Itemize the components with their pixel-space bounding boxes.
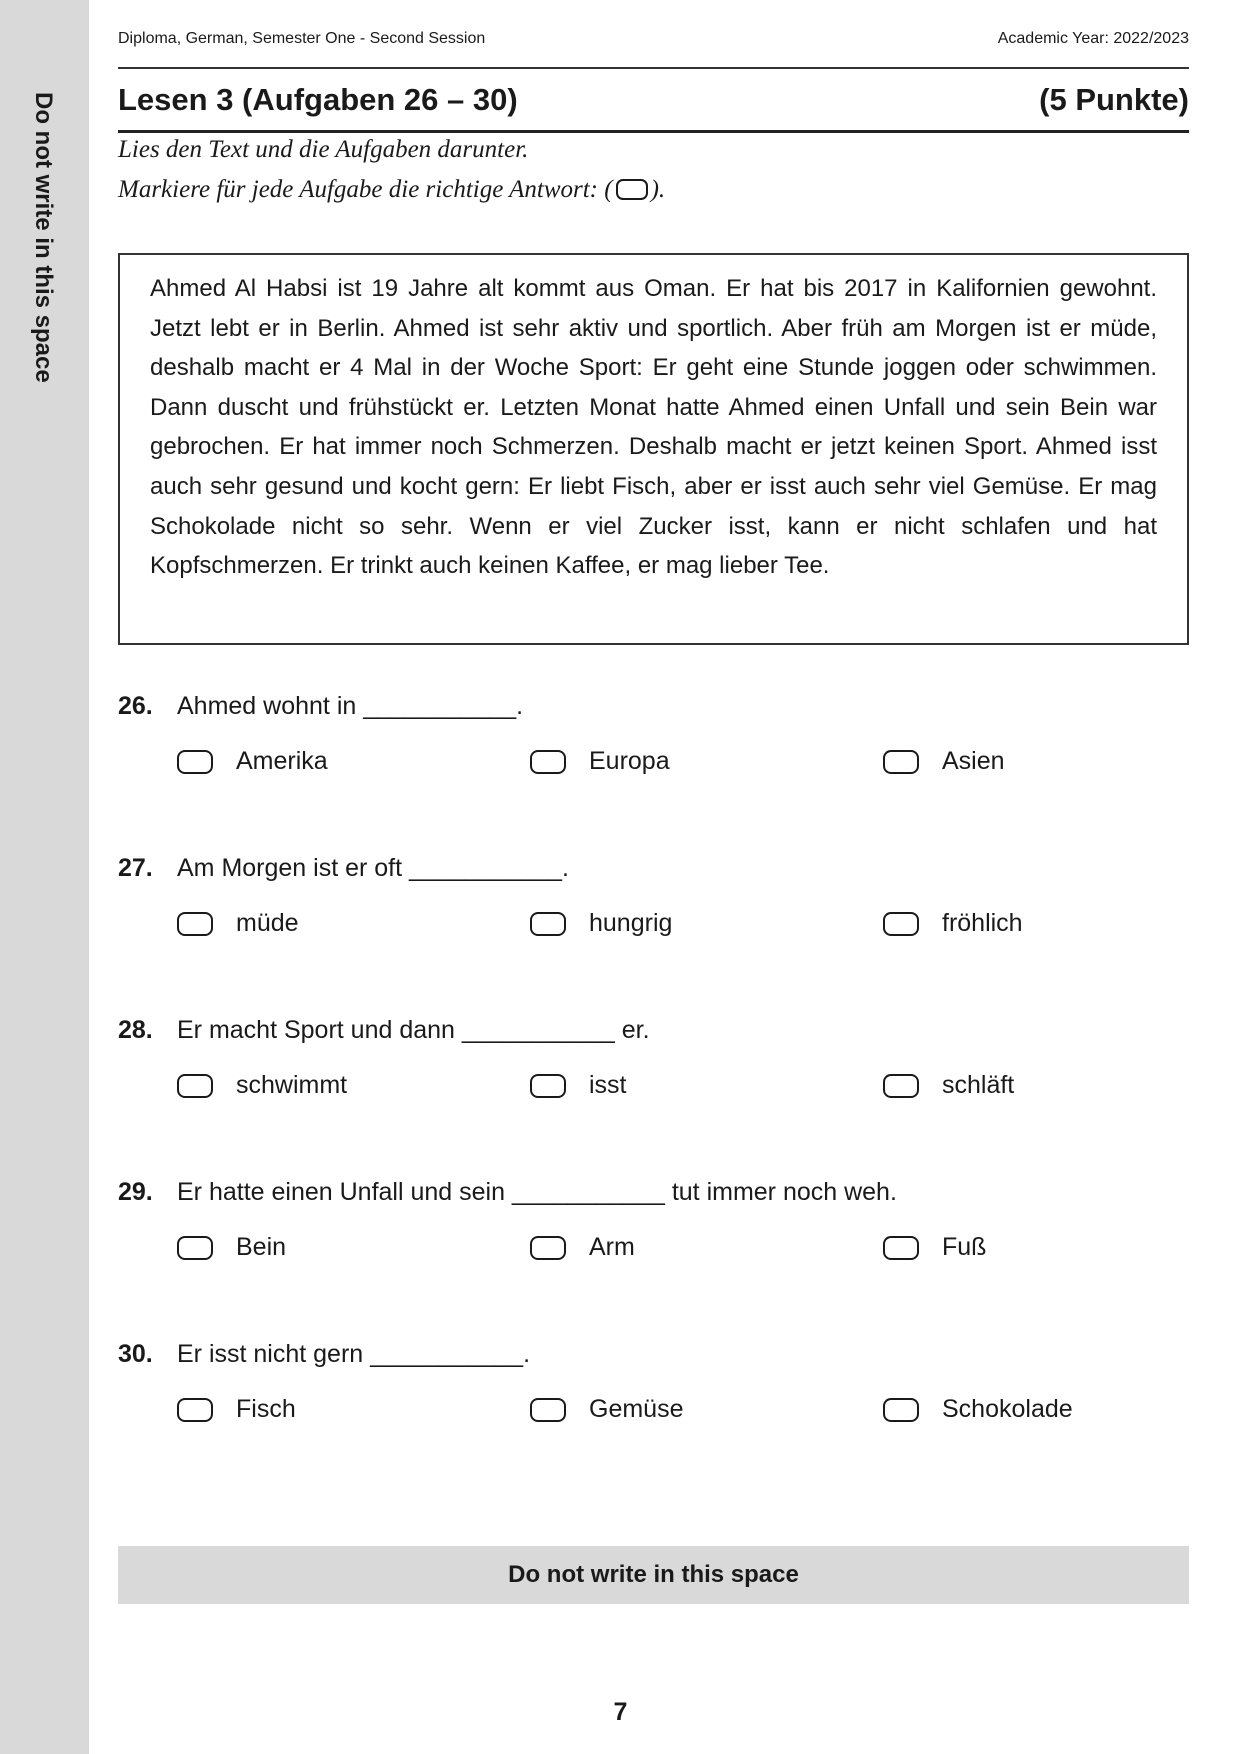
answer-checkbox[interactable]: [530, 1074, 566, 1098]
answer-checkbox[interactable]: [530, 1236, 566, 1260]
question-27: [118, 854, 1189, 964]
option-label: schwimmt: [236, 1071, 348, 1099]
answer-option[interactable]: [177, 747, 328, 776]
option-label: Amerika: [236, 747, 328, 775]
answer-checkbox[interactable]: [883, 750, 919, 774]
option-label: schläft: [942, 1071, 1015, 1099]
footer-notice-bar: [118, 1546, 1189, 1604]
option-label: Schokolade: [942, 1395, 1073, 1423]
page-number: 7: [613, 1698, 628, 1726]
option-label: Fuß: [942, 1233, 987, 1261]
question-text: Er hatte einen Unfall und sein ___________ tut immer noch weh.: [177, 1178, 897, 1206]
reading-text-box: [118, 253, 1189, 645]
question-number: 29.: [118, 1178, 153, 1206]
answer-option[interactable]: [883, 747, 1005, 776]
answer-option[interactable]: [883, 909, 1023, 938]
instruction-line-1: Lies den Text und die Aufgaben darunter.: [118, 136, 529, 163]
answer-option[interactable]: [530, 1395, 683, 1424]
side-margin-notice: Do not write in this space: [30, 92, 57, 383]
answer-checkbox[interactable]: [883, 912, 919, 936]
instruction-text-before: Markiere für jede Aufgabe die richtige Antwort: (: [118, 176, 613, 203]
answer-checkbox[interactable]: [177, 1236, 213, 1260]
answer-option[interactable]: [530, 1071, 627, 1100]
side-margin-strip: [0, 0, 89, 1754]
answer-option[interactable]: [530, 747, 670, 776]
option-label: müde: [236, 909, 299, 937]
answer-option[interactable]: [530, 909, 672, 938]
answer-checkbox[interactable]: [883, 1398, 919, 1422]
section-title: Lesen 3 (Aufgaben 26 – 30): [118, 82, 518, 117]
question-number: 28.: [118, 1016, 153, 1044]
answer-checkbox[interactable]: [530, 750, 566, 774]
question-26: [118, 692, 1189, 802]
question-text: Er macht Sport und dann ___________ er.: [177, 1016, 650, 1044]
question-text: Er isst nicht gern ___________.: [177, 1340, 531, 1368]
question-29: [118, 1178, 1189, 1288]
option-label: Asien: [942, 747, 1005, 775]
option-label: hungrig: [589, 909, 673, 937]
instruction-text-after: ).: [650, 176, 666, 203]
title-divider: [118, 130, 1189, 133]
answer-option[interactable]: [883, 1395, 1073, 1424]
reading-text: Ahmed Al Habsi ist 19 Jahre alt kommt aus Oman. Er hat bis 2017 in Kalifornien gewohnt. Jetzt lebt er in Berlin. Ahmed ist sehr aktiv und sportlich. Aber früh am Morgen ist er müde, deshalb macht er 4 Mal in der Woche Sport: Er geht eine Stunde joggen oder schwimmen. Dann duscht und frühstückt er. Letzten Monat hatte Ahmed einen Unfall und sein Bein war gebrochen. Er hat immer noch Schmerzen. Deshalb macht er jetzt keinen Sport. Ahmed isst auch sehr gesund und kocht gern: Er liebt Fisch, aber er isst auch sehr viel Gemüse. Er mag Schokolade nicht so sehr. Wenn er viel Zucker isst, kann er nicht schlafen und hat Kopfschmerzen. Er trinkt auch keinen Kaffee, er mag lieber Tee.: [150, 275, 1157, 580]
answer-option[interactable]: [177, 1395, 296, 1424]
answer-checkbox[interactable]: [177, 912, 213, 936]
option-label: Gemüse: [589, 1395, 684, 1423]
question-number: 26.: [118, 692, 153, 720]
option-label: Bein: [236, 1233, 287, 1261]
footer-notice: Do not write in this space: [508, 1561, 799, 1588]
answer-option[interactable]: [883, 1233, 986, 1262]
header-academic-year: Academic Year: 2022/2023: [997, 30, 1189, 47]
question-text: Am Morgen ist er oft ___________.: [177, 854, 569, 882]
answer-checkbox[interactable]: [530, 1398, 566, 1422]
answer-option[interactable]: [530, 1233, 635, 1262]
answer-option[interactable]: [883, 1071, 1014, 1100]
question-number: 30.: [118, 1340, 153, 1368]
answer-option[interactable]: [177, 909, 299, 938]
option-label: Europa: [589, 747, 670, 775]
instruction-line-2: [118, 176, 665, 204]
answer-checkbox[interactable]: [883, 1236, 919, 1260]
header-divider: [118, 67, 1189, 69]
answer-box-icon: [616, 179, 648, 200]
question-30: [118, 1340, 1189, 1450]
section-points: (5 Punkte): [1039, 82, 1189, 117]
answer-checkbox[interactable]: [177, 750, 213, 774]
option-label: fröhlich: [942, 909, 1023, 937]
answer-checkbox[interactable]: [177, 1398, 213, 1422]
question-text: Ahmed wohnt in ___________.: [177, 692, 524, 720]
answer-checkbox[interactable]: [883, 1074, 919, 1098]
option-label: Fisch: [236, 1395, 296, 1423]
answer-option[interactable]: [177, 1071, 347, 1100]
question-28: [118, 1016, 1189, 1126]
answer-checkbox[interactable]: [177, 1074, 213, 1098]
answer-option[interactable]: [177, 1233, 286, 1262]
header-course-info: Diploma, German, Semester One - Second Session: [118, 30, 486, 47]
option-label: Arm: [589, 1233, 635, 1261]
question-number: 27.: [118, 854, 153, 882]
answer-checkbox[interactable]: [530, 912, 566, 936]
option-label: isst: [589, 1071, 627, 1099]
